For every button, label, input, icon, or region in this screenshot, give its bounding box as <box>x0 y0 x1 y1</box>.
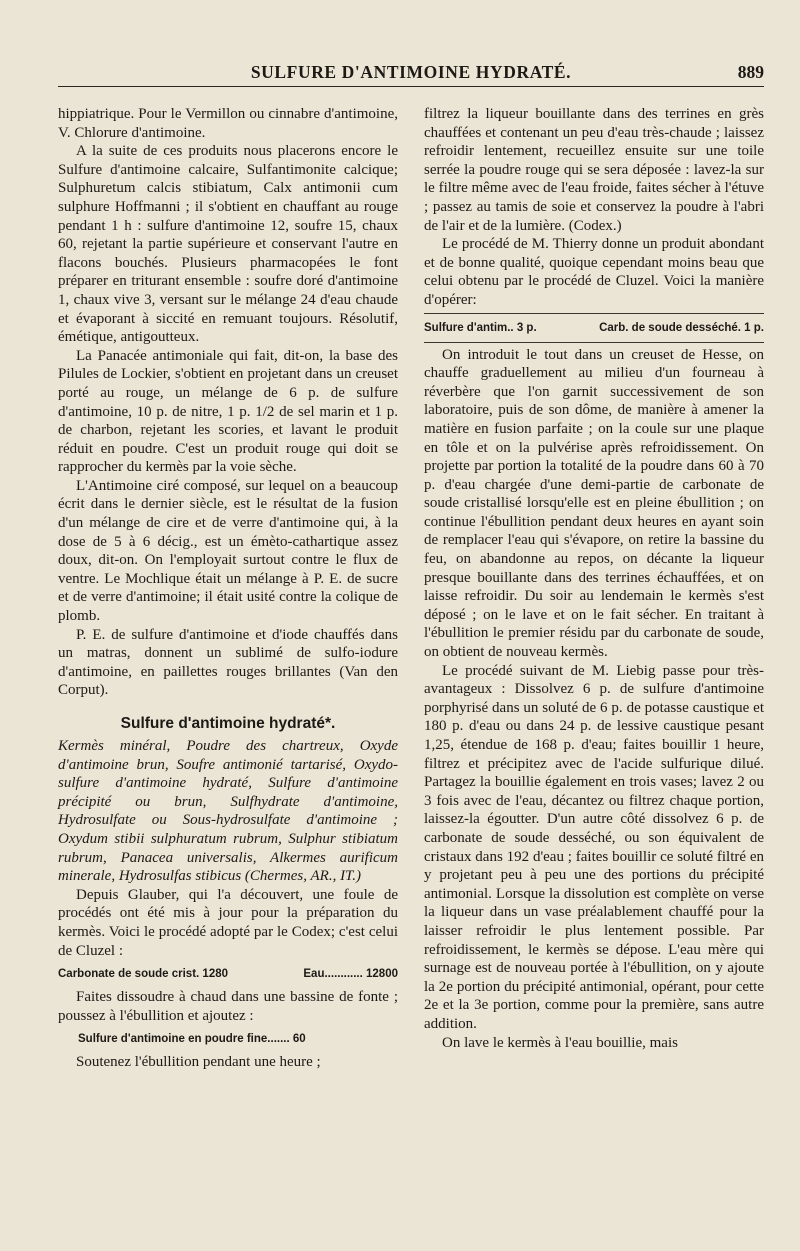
page-title: SULFURE D'ANTIMOINE HYDRATÉ. <box>250 62 572 82</box>
page-number: 889 <box>737 62 764 82</box>
recipe-formula <box>424 320 764 336</box>
right-column <box>424 105 764 1072</box>
recipe-formula <box>58 1031 398 1047</box>
formula-line: Sulfure d'antimoine en poudre fine....... 60 <box>78 1033 306 1046</box>
formula-left: Sulfure d'antim.. 3 p. <box>424 321 537 334</box>
paragraph: L'Antimoine ciré composé, sur lequel on a beaucoup écrit dans le dernier siècle, est le résultat de la fusion d'un mélange de cire et de verre d'antimoine qui, à la dose de 5 à 6 décig., est un émèto-cathartique assez doux, dit-on. On l'employait surtout contre le flux de ventre. Le Mochlique était un mélange à P. E. de sucre et de verre d'antimoine; il était usité contre la colique de plomb. <box>58 477 398 625</box>
formula-right: Carb. de soude desséché. 1 p. <box>599 321 764 334</box>
divider <box>424 342 764 343</box>
paragraph: Soutenez l'ébullition pendant une heure ; <box>76 1054 321 1071</box>
paragraph: Faites dissoudre à chaud dans une bassine de fonte ; poussez à l'ébullition et ajoutez : <box>58 989 398 1024</box>
paragraph: Depuis Glauber, qui l'a découvert, une foule de procédés ont été mis à jour pour la préparation du kermès. Voici le procédé adopté par le Codex; c'est celui de Cluzel : <box>58 886 398 959</box>
formula-right: Eau............ 12800 <box>303 968 398 981</box>
paragraph: Le procédé de M. Thierry donne un produit abondant et de bonne qualité, quoique cependant moins beau que celui obtenu par le procédé de Cluzel. Voici la manière d'opérer: <box>424 236 764 308</box>
left-column <box>58 105 398 1072</box>
paragraph: A la suite de ces produits nous placerons encore le Sulfure d'antimoine calcaire, Sulfantimonite calcique; Sulphuretum calcis stibiatum, Calx antimonii cum sulphure Hoffmanni ; il s'obtient en chauffant au rouge pendant 1 h : sulfure d'antimoine 12, soufre 15, chaux 60, rejetant la partie supérieure et conservant l'autre en flacons bouchés. Plusieurs pharmacopées le font préparer en triturant ensemble : soufre doré d'antimoine 1, chaux vive 3, versant sur le mélange 24 d'eau chaude et évaporant à siccité en remuant toujours. Résolutif, émétique, antigoutteux. <box>58 143 398 346</box>
paragraph: P. E. de sulfure d'antimoine et d'iode chauffés dans un matras, donnent un sublimé de sulfo-iodure d'antimoine, en paillettes rouges brillantes (Van den Corput). <box>58 626 398 699</box>
paragraph: hippiatrique. Pour le Vermillon ou cinnabre d'antimoine, V. Chlorure d'antimoine. <box>58 106 398 141</box>
divider <box>424 313 764 314</box>
paragraph: La Panacée antimoniale qui fait, dit-on, la base des Pilules de Lockier, s'obtient en projetant dans un creuset porté au rouge, un mélange de 6 p. de sulfure d'antimoine, 10 p. de nitre, 1 p. 1/2 de sel marin et 1 p. de charbon, rejetant les scories, et lavant le produit réduit en poudre. C'est un produit rouge qui doit se rapprocher du kermès par la voie sèche. <box>58 347 398 476</box>
text-columns <box>58 105 764 1072</box>
recipe-formula <box>58 966 398 982</box>
paragraph: Le procédé suivant de M. Liebig passe pour très-avantageux : Dissolvez 6 p. de sulfure d'antimoine porphyrisé dans un soluté de 6 p. de potasse caustique et 180 p. d'eau ou dans 24 p. de lessive caustique pesant 1,25, étendue de 168 p. d'eau; faites bouillir 1 heure, filtrez et précipitez avec de l'acide sulfurique dilué. Partagez la bouillie également en trois vases; lavez 2 ou 3 fois avec de l'eau, décantez ou filtrez chaque portion, laissez-la égoutter. D'un autre côté dissolvez 6 p. de carbonate de soude desséché, ou son équivalent de cristaux dans 192 d'eau ; faites bouillir ce soluté filtré en y projetant peu à peu une des portions du précipité antimonial. Lorsque la dissolution est complète on verse la liqueur dans un vase préalablement chauffé pour la laisser refroidir le plus lentement possible. Par refroidissement, le kermès se dépose. L'eau mère qui surnage est de nouveau portée à l'ébullition, on y ajoute la 2e portion du précipité antimonial, opérant, pour cette 2e et la 3e portion, comme pour la première, sans autre addition. <box>424 662 764 1032</box>
paragraph: filtrez la liqueur bouillante dans des terrines en grès chauffées et contenant un peu d'eau très-chaude ; laissez refroidir lentement, recueillez ensuite sur une toile serrée la poudre rouge qui se sera déposée : lavez-la sur le filtre même avec de l'eau froide, faites sécher à l'étuve ; passez au tamis de soie et conservez la poudre à l'abri de l'air et de la lumière. (Codex.) <box>424 106 764 234</box>
running-header <box>58 58 764 87</box>
section-title: Sulfure d'antimoine hydraté*. <box>120 715 336 732</box>
synonyms-paragraph: Kermès minéral, Poudre des chartreux, Oxyde d'antimoine brun, Soufre antimonié tartarisé, Oxydo-sulfure d'antimoine hydraté, Sulfure d'antimoine précipité ou brun, Sulfhydrate d'antimoine, Hydrosulfate ou Sous-hydrosulfate d'antimoine ; Oxydum stibii sulphuratum rubrum, Sulphur stibiatum rubrum, Panacea universalis, Alkermes aurificum minerale, Hydrosulfas stibicus (Chermes, AR., IT.) <box>58 738 398 885</box>
formula-left: Carbonate de soude crist. 1280 <box>58 968 229 981</box>
paragraph: On lave le kermès à l'eau bouillie, mais <box>442 1034 678 1051</box>
paragraph: On introduit le tout dans un creuset de Hesse, on chauffe graduellement au milieu d'un fourneau à réverbère que l'on garnit successivement de son laboratoire, puis de son dôme, de manière à amener la matière en fusion parfaite ; on la coule sur une plaque en tôle et on la pulvérise après refroidissement. On projette par portion la totalité de la poudre dans 60 à 70 p. d'eau chargée d'une demi-partie de carbonate de soude cristallisé lorsqu'elle est en pleine ébullition ; on continue l'ébullition pendant deux heures en ayant soin de remplacer l'eau qui s'évapore, on retire la bassine du feu, on abandonne au repos, on décante la liqueur presque bouillante dans des terrines échauffées, et on laisse refroidir. Du soir au lendemain le kermès s'est déposé ; on le lave et on le fait sécher. En traitant à l'ébullition le premier résidu par du carbonate de soude, on obtient de nouveau kermès. <box>424 346 764 661</box>
